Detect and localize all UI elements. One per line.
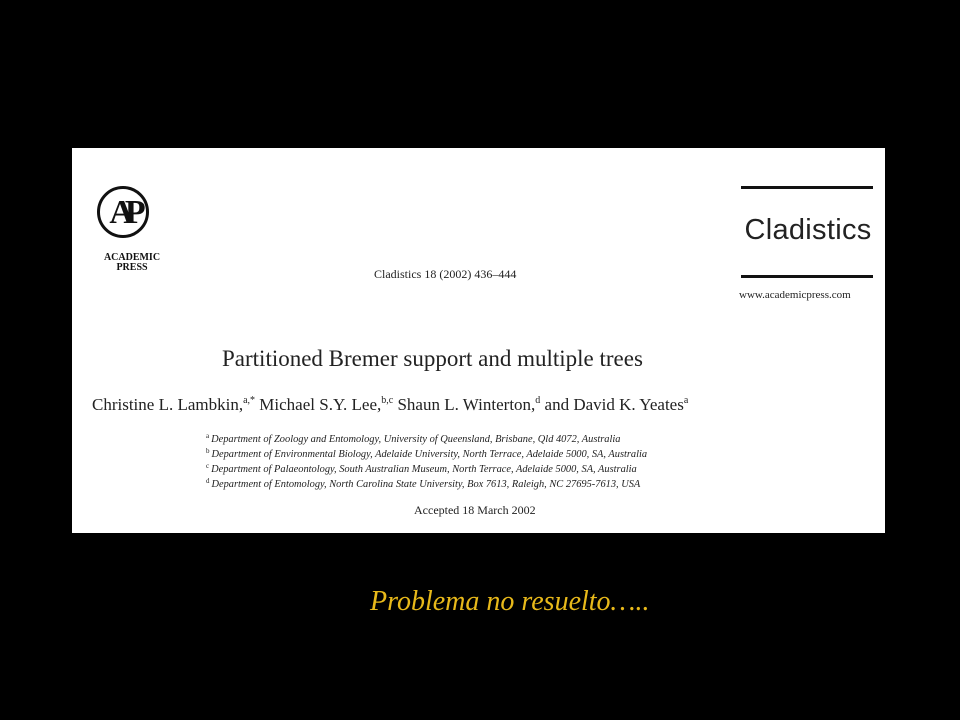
citation: Cladistics 18 (2002) 436–444 [374, 267, 517, 281]
affiliation-item [206, 462, 806, 477]
accepted-date: Accepted 18 March 2002 [414, 503, 536, 517]
author-name: Christine L. Lambkin, [92, 395, 244, 414]
author-list [92, 395, 688, 415]
journal-name: Cladistics [744, 214, 872, 246]
academic-press-logo [92, 186, 164, 286]
affiliation-list [206, 432, 806, 492]
affiliation-item [206, 432, 806, 447]
affiliation-mark: b [206, 447, 210, 455]
logo-text [92, 253, 172, 273]
paper-title: Partitioned Bremer support and multiple trees [222, 346, 643, 371]
author-affiliation-mark: a,* [243, 395, 256, 406]
logo-line-2: PRESS [116, 262, 148, 273]
author-affiliation-mark: a [683, 395, 689, 406]
affiliation-text: Department of Environmental Biology, Adelaide University, North Terrace, Adelaide 5000, SA, Australia [211, 449, 648, 460]
logo-line-1: ACADEMIC [103, 252, 161, 263]
author-name: Shaun L. Winterton, [397, 395, 536, 414]
affiliation-mark: a [206, 432, 210, 440]
affiliation-item [206, 477, 806, 492]
affiliation-item [206, 447, 806, 462]
journal-rule-top [741, 186, 873, 189]
author-name: and David K. Yeates [544, 395, 684, 414]
affiliation-mark: c [206, 462, 210, 470]
affiliation-mark: d [206, 477, 210, 485]
author-name: Michael S.Y. Lee, [259, 395, 382, 414]
ap-monogram-icon: AP [97, 186, 149, 238]
paper-header-image [72, 148, 885, 533]
author-affiliation-mark: b,c [381, 395, 394, 406]
affiliation-text: Department of Palaeontology, South Australian Museum, North Terrace, Adelaide 5000, SA, Australia [211, 464, 637, 475]
slide-caption: Problema no resuelto….. [370, 586, 650, 617]
journal-url: www.academicpress.com [739, 289, 851, 301]
affiliation-text: Department of Entomology, North Carolina State University, Box 7613, Raleigh, NC 27695-7613, USA [211, 479, 641, 490]
affiliation-text: Department of Zoology and Entomology, University of Queensland, Brisbane, Qld 4072, Australia [211, 434, 621, 445]
author-affiliation-mark: d [535, 395, 541, 406]
journal-rule-bottom [741, 275, 873, 278]
